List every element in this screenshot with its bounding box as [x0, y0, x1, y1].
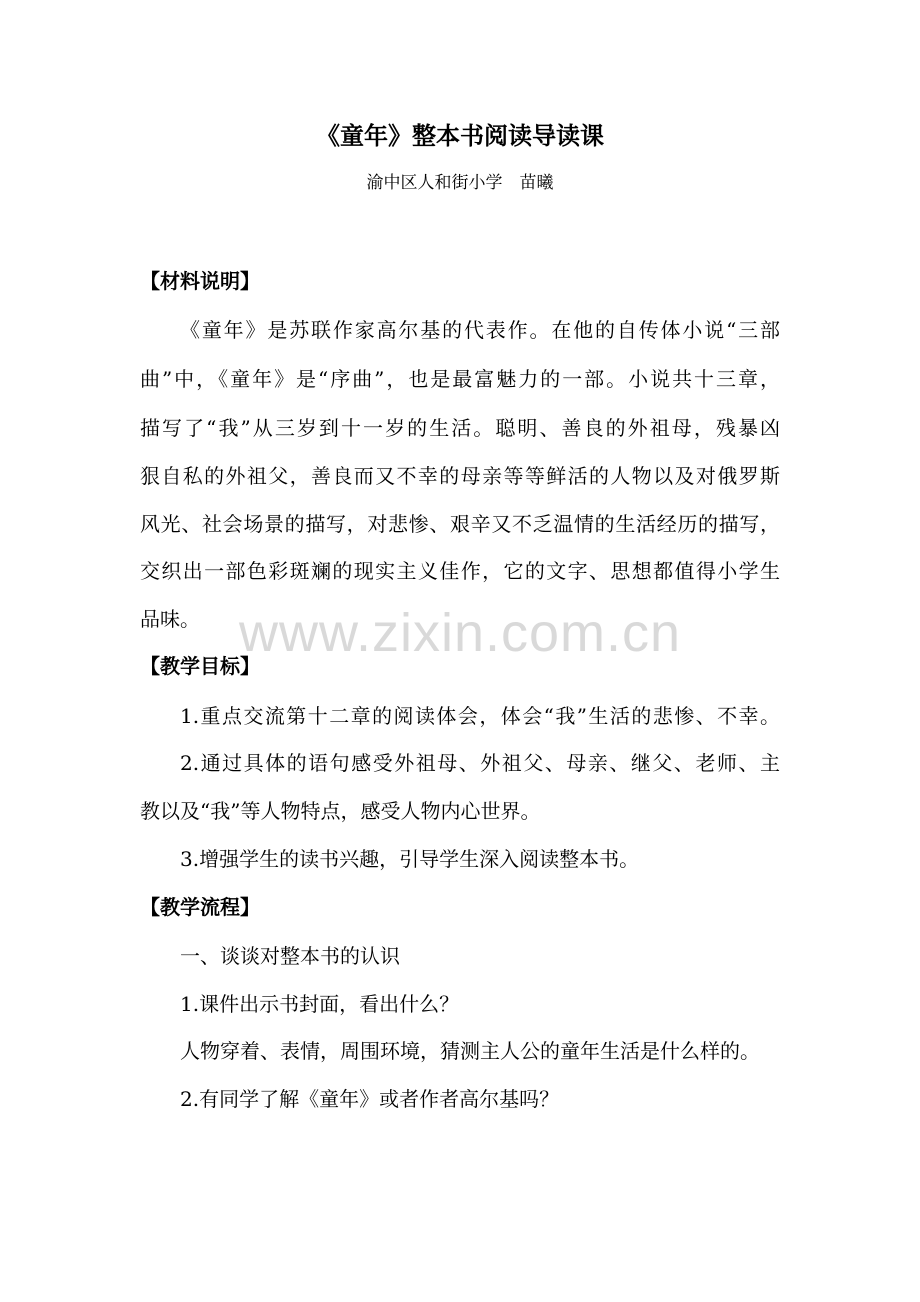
- process-line: 1.课件出示书封面，看出什么？: [180, 992, 460, 1016]
- paragraph-line: 品味。: [140, 607, 200, 631]
- goal-line: 3.增强学生的读书兴趣，引导学生深入阅读整本书。: [180, 847, 640, 871]
- goal-line: 2.通过具体的语句感受外祖母、外祖父、母亲、继父、老师、主: [180, 751, 780, 775]
- section-heading-process: 【教学流程】: [140, 895, 260, 919]
- process-line: 2.有同学了解《童年》或者作者高尔基吗？: [180, 1087, 560, 1111]
- watermark: www.zixin.com.cn: [238, 603, 682, 663]
- section-heading-materials: 【材料说明】: [140, 269, 260, 293]
- paragraph-line: 描写了“我”从三岁到十一岁的生活。聪明、善良的外祖母，残暴凶: [140, 416, 780, 440]
- paragraph-line: 交织出一部色彩斑斓的现实主义佳作，它的文字、思想都值得小学生: [140, 559, 780, 583]
- goal-line: 教以及“我”等人物特点，感受人物内心世界。: [140, 799, 541, 823]
- document-title: 《童年》整本书阅读导读课: [316, 122, 604, 150]
- process-line: 人物穿着、表情，周围环境，猜测主人公的童年生活是什么样的。: [180, 1039, 760, 1063]
- section-heading-goals: 【教学目标】: [140, 654, 260, 678]
- paragraph-line: 曲”中，《童年》是“序曲”，也是最富魅力的一部。小说共十三章，: [140, 367, 780, 391]
- process-line: 一、谈谈对整本书的认识: [180, 944, 400, 968]
- document-author: 渝中区人和街小学 苗曦: [366, 173, 554, 193]
- paragraph-line: 狠自私的外祖父，善良而又不幸的母亲等等鲜活的人物以及对俄罗斯: [140, 464, 780, 488]
- paragraph-line: 《童年》是苏联作家高尔基的代表作。在他的自传体小说“三部: [180, 318, 780, 342]
- goal-line: 1.重点交流第十二章的阅读体会，体会“我”生活的悲惨、不幸。: [180, 704, 780, 728]
- paragraph-line: 风光、社会场景的描写，对悲惨、艰辛又不乏温情的生活经历的描写，: [140, 512, 780, 536]
